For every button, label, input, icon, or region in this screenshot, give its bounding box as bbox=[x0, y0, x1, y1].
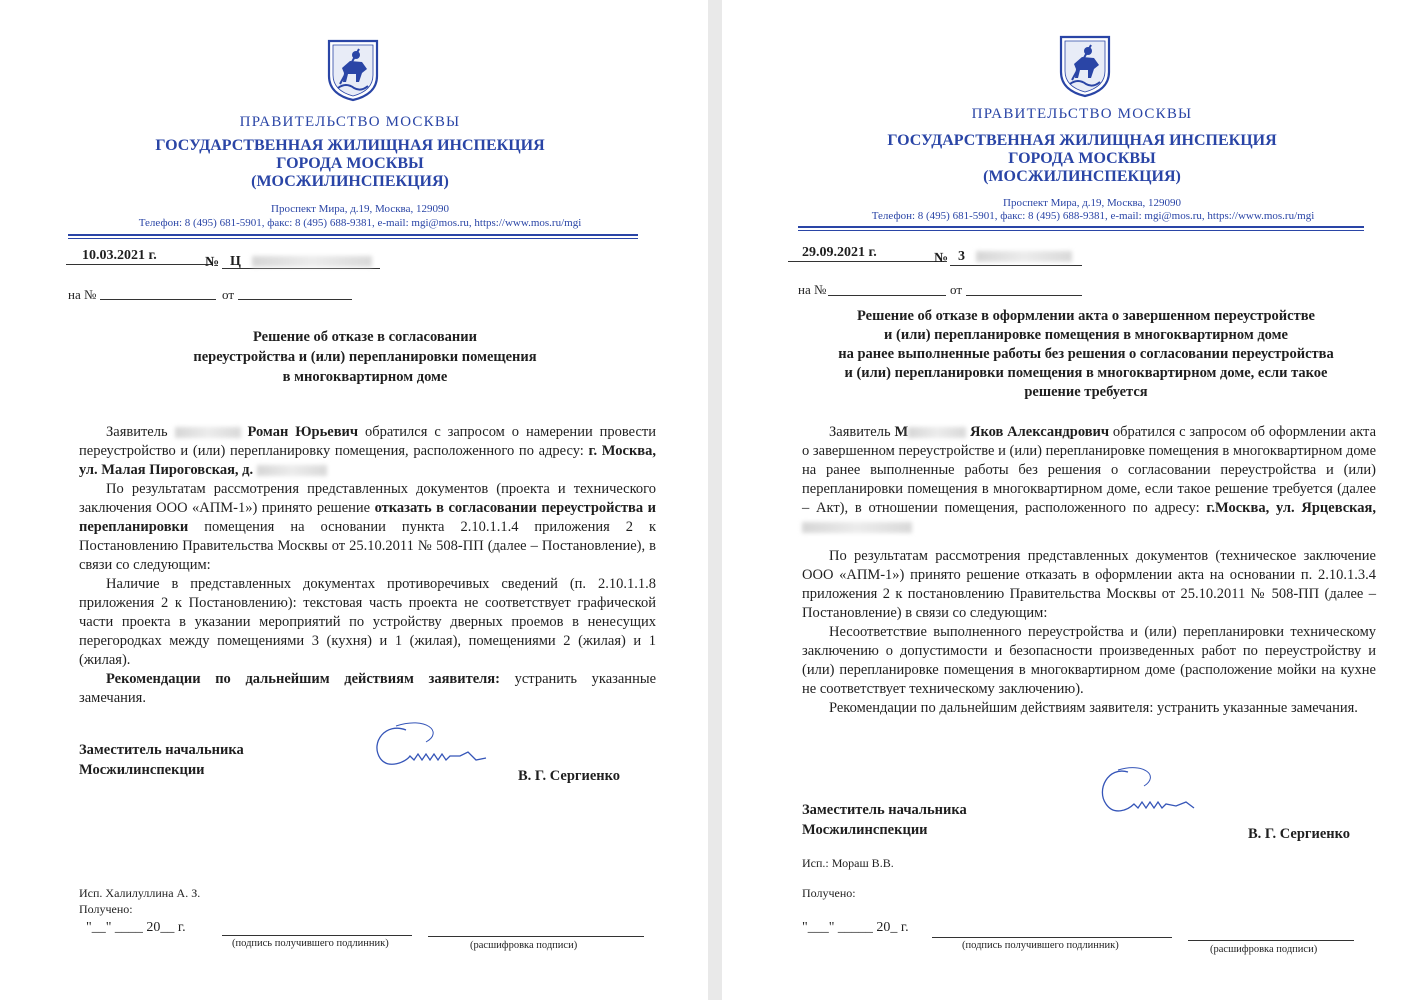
executor: Исп.: Мораш В.В. bbox=[802, 856, 894, 870]
org-title-line: (МОСЖИЛИНСПЕКЦИЯ) bbox=[983, 168, 1181, 185]
signature-caption: (подпись получившего подлинник) bbox=[962, 940, 1119, 951]
header-divider bbox=[798, 230, 1364, 231]
moscow-coat-of-arms-icon bbox=[1058, 34, 1112, 103]
ref-from-label: от bbox=[222, 287, 235, 302]
org-title-line: (МОСЖИЛИНСПЕКЦИЯ) bbox=[251, 173, 449, 190]
title-line: в многоквартирном доме bbox=[282, 369, 448, 385]
ref-from-line bbox=[238, 299, 352, 300]
redacted-surname bbox=[175, 427, 241, 438]
document-number: Ц bbox=[230, 254, 241, 269]
recommendation-label: Рекомендации по дальнейшим действиям заявителя: bbox=[106, 671, 500, 687]
org-contacts: Телефон: 8 (495) 681-5901, факс: 8 (495) 688-9381, e-mail: mgi@mos.ru, https://www.mos.ru/mgi bbox=[138, 217, 582, 229]
executor: Исп. Халилуллина А. З. bbox=[79, 886, 201, 900]
paragraph-applicant bbox=[802, 423, 1376, 537]
applicant-name: Роман Юрьевич bbox=[247, 424, 359, 440]
signatory-name: В. Г. Сергиенко bbox=[518, 768, 621, 784]
text: обратился с запросом об оформлении акта о завершенном переустройстве и (или) перепланировке помещения в многоквартирном доме на ранее выполненные работы без решения о согласовании переустройства и (или) перепланировки помещения в многоквартирном доме, если такое решение требуется (далее – Акт), в отношении помещения, расположенного по адресу: bbox=[802, 424, 1377, 516]
title-line: и (или) перепланировке помещения в многоквартирном доме bbox=[884, 327, 1288, 343]
moscow-coat-of-arms-icon bbox=[326, 38, 380, 107]
header-divider bbox=[68, 234, 638, 236]
decision-text: отказать в согласовании переустройства и перепланировки bbox=[79, 500, 656, 535]
org-title bbox=[100, 137, 600, 191]
received-date-line: "___" _____ 20_ г. bbox=[802, 920, 909, 935]
signature-line bbox=[932, 937, 1172, 938]
paragraph-decision bbox=[79, 480, 656, 575]
paragraph-reason: Несоответствие выполненного переустройства и (или) перепланировки техническому заключению о допустимости и безопасности произведенных работ по переустройству и (или) перепланировке помещения в многоквартирном доме (расположение мойки на кухне не соответствует техническому заключению). bbox=[802, 624, 1376, 697]
paragraph-recommendation: Рекомендации по дальнейшим действиям заявителя: устранить указанные замечания. bbox=[829, 700, 1358, 716]
received-label: Получено: bbox=[79, 902, 133, 916]
decode-line bbox=[1188, 940, 1354, 941]
handwritten-signature bbox=[366, 712, 496, 777]
position-line: Мосжилинспекции bbox=[79, 762, 205, 778]
signature-caption: (подпись получившего подлинник) bbox=[232, 938, 389, 949]
document-date: 10.03.2021 г. bbox=[66, 248, 212, 265]
org-address: Проспект Мира, д.19, Москва, 129090 bbox=[1003, 197, 1181, 209]
paragraph-reason: Наличие в представленных документах противоречивых сведений (п. 2.10.1.1.8 приложения 2 к Постановлению): текстовая часть проекта не соответствует графической части проекта в указании мероприятий по устройству дверных проемов в ненесущих перегородках между помещениями 3 (кухня) и 1 (жилая), помещениями 2 (жилая) и 1 (жилая). bbox=[79, 576, 656, 668]
signatory-position bbox=[802, 800, 967, 840]
applicant-address: г.Москва, ул. Ярцевская, bbox=[1206, 500, 1376, 516]
government-label: ПРАВИТЕЛЬСТВО МОСКВЫ bbox=[971, 106, 1193, 122]
org-contacts: Телефон: 8 (495) 681-5901, факс: 8 (495) 688-9381, e-mail: mgi@mos.ru, https://www.mos.ru/mgi bbox=[871, 210, 1315, 222]
ref-number-line bbox=[100, 299, 216, 300]
redacted-number bbox=[252, 256, 372, 267]
org-title-line: ГОСУДАРСТВЕННАЯ ЖИЛИЩНАЯ ИНСПЕКЦИЯ bbox=[155, 137, 545, 154]
redacted-number bbox=[976, 251, 1072, 262]
org-title bbox=[832, 132, 1332, 186]
text: устранить указанные замечания. bbox=[79, 671, 657, 706]
ref-number-label: на № bbox=[68, 287, 97, 302]
document-date: 29.09.2021 г. bbox=[788, 245, 944, 262]
signatory-position bbox=[79, 740, 244, 780]
ref-number-label: на № bbox=[798, 282, 827, 297]
applicant-address: г. Москва, ул. Малая Пироговская, д. bbox=[79, 443, 657, 478]
text: помещения на основании пункта 2.10.1.1.4 приложения 2 к Постановлению Правительства Москвы от 25.10.2011 № 508-ПП (далее – Постановление), в связи со следующим: bbox=[79, 519, 656, 573]
paragraph-decision: По результатам рассмотрения представленных документов (техническое заключение ООО «АПМ-1») принято решение отказать в оформлении акта на основании п. 2.10.1.3.4 приложения 2 к постановлению Правительства Москвы от 25.10.2011 № 508-ПП (далее – Постановление) в связи со следующим: bbox=[802, 548, 1376, 621]
government-label: ПРАВИТЕЛЬСТВО МОСКВЫ bbox=[239, 114, 461, 130]
header-divider bbox=[798, 226, 1364, 228]
ref-number-line bbox=[828, 295, 946, 296]
number-label: № bbox=[934, 251, 949, 266]
decode-caption: (расшифровка подписи) bbox=[470, 940, 578, 951]
applicant-initial: М bbox=[894, 424, 909, 440]
decision-title bbox=[140, 327, 590, 387]
title-line: переустройства и (или) перепланировки помещения bbox=[193, 349, 537, 365]
signature-line bbox=[222, 935, 412, 936]
position-line: Мосжилинспекции bbox=[802, 822, 928, 838]
document-number: 3 bbox=[958, 249, 965, 264]
decode-caption: (расшифровка подписи) bbox=[1210, 944, 1318, 955]
signatory-name: В. Г. Сергиенко bbox=[1248, 826, 1351, 842]
number-label: № bbox=[205, 255, 220, 270]
title-line: и (или) перепланировки помещения в многоквартирном доме, если такое bbox=[844, 365, 1328, 381]
text: обратился с запросом о намерении провести переустройство и (или) перепланировку помещения, расположенного по адресу: bbox=[79, 424, 656, 459]
received-date-line: "__" ____ 20__ г. bbox=[86, 920, 186, 935]
document-body bbox=[79, 423, 656, 708]
document-body bbox=[802, 423, 1376, 718]
org-title-line: ГОРОДА МОСКВЫ bbox=[1008, 150, 1156, 167]
position-line: Заместитель начальника bbox=[79, 742, 244, 758]
text: По результатам рассмотрения представленных документов (проекта и технического заключения ООО «АПМ-1») принято решение bbox=[79, 481, 656, 516]
text: Заявитель bbox=[829, 424, 891, 440]
decision-title bbox=[792, 307, 1380, 402]
title-line: Решение об отказе в согласовании bbox=[253, 329, 477, 345]
document-number-field bbox=[950, 247, 1082, 266]
title-line: решение требуется bbox=[1024, 384, 1148, 400]
document-page-left bbox=[0, 0, 708, 1000]
redacted-surname bbox=[908, 427, 966, 438]
ref-from-label: от bbox=[950, 282, 963, 297]
ref-from-line bbox=[966, 295, 1082, 296]
org-address: Проспект Мира, д.19, Москва, 129090 bbox=[271, 203, 449, 215]
org-title-line: ГОСУДАРСТВЕННАЯ ЖИЛИЩНАЯ ИНСПЕКЦИЯ bbox=[887, 132, 1277, 149]
paragraph-applicant bbox=[79, 423, 656, 480]
redacted-address bbox=[257, 465, 327, 476]
decode-line bbox=[428, 936, 644, 937]
header-divider bbox=[68, 238, 638, 239]
document-page-right bbox=[722, 0, 1419, 1000]
redacted-address bbox=[802, 522, 912, 533]
text: Заявитель bbox=[106, 424, 168, 440]
document-number-field bbox=[222, 252, 380, 269]
position-line: Заместитель начальника bbox=[802, 802, 967, 818]
received-label: Получено: bbox=[802, 886, 856, 900]
title-line: Решение об отказе в оформлении акта о завершенном переустройстве bbox=[857, 308, 1315, 324]
applicant-name: Яков Александрович bbox=[969, 424, 1110, 440]
paragraph-recommendation bbox=[79, 670, 656, 708]
handwritten-signature bbox=[1094, 762, 1204, 827]
title-line: на ранее выполненные работы без решения о согласовании переустройства bbox=[838, 346, 1334, 362]
org-title-line: ГОРОДА МОСКВЫ bbox=[276, 155, 424, 172]
